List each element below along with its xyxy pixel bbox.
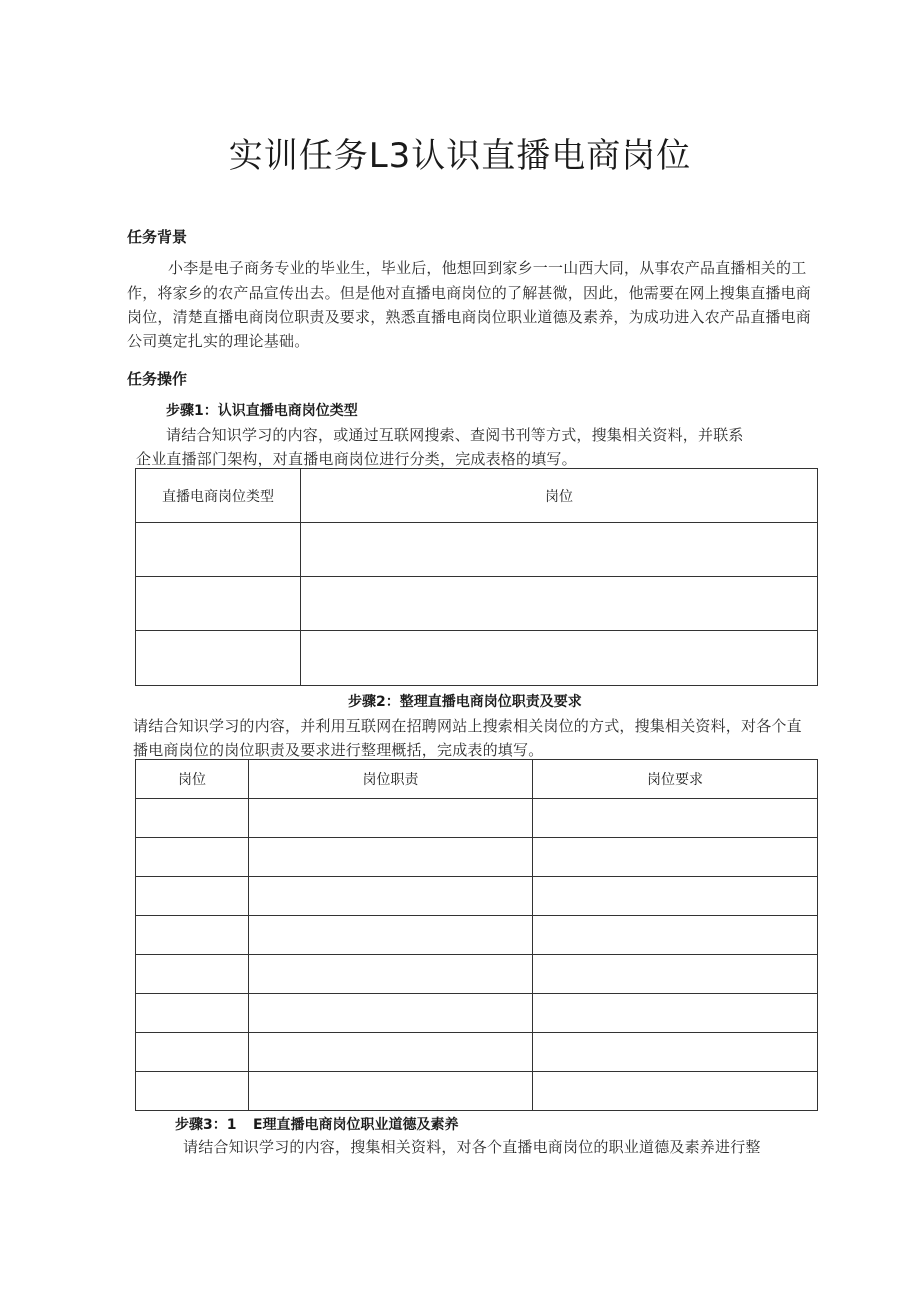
step2-title: 步骤2：整理直播电商岗位职责及要求 <box>348 694 582 710</box>
table-header-cell: 岗位 <box>301 469 818 523</box>
step2-line: 播电商岗位的岗位职责及要求进行整理概括，完成表的填写。 <box>133 741 544 759</box>
table-cell[interactable] <box>533 1072 818 1111</box>
table-cell[interactable] <box>249 838 533 877</box>
step1-title: 步骤1：认识直播电商岗位类型 <box>166 403 358 419</box>
table-header-cell: 岗位职责 <box>249 760 533 799</box>
table-row <box>136 1033 818 1072</box>
table-cell[interactable] <box>533 799 818 838</box>
background-line: 小李是电子商务专业的毕业生，毕业后，他想回到家乡一一山西大同，从事农产品直播相关的工 <box>168 259 807 277</box>
table-row <box>136 955 818 994</box>
table-row <box>136 631 818 686</box>
step3-title: 步骤3：1 E理直播电商岗位职业道德及素养 <box>175 1117 459 1133</box>
table-row <box>136 577 818 631</box>
table-cell[interactable] <box>533 838 818 877</box>
background-heading: 任务背景 <box>127 228 188 246</box>
table-cell[interactable] <box>249 877 533 916</box>
background-line: 作，将家乡的农产品宣传出去。但是他对直播电商岗位的了解甚微，因此，他需要在网上搜集直播电商 <box>127 284 812 302</box>
table-cell[interactable] <box>136 577 301 631</box>
table-cell[interactable] <box>136 523 301 577</box>
table-cell[interactable] <box>136 916 249 955</box>
table-row <box>136 877 818 916</box>
background-line: 公司奠定扎实的理论基础。 <box>127 332 310 350</box>
table-cell[interactable] <box>249 1072 533 1111</box>
table-cell[interactable] <box>301 631 818 686</box>
table-cell[interactable] <box>533 916 818 955</box>
table-cell[interactable] <box>136 1033 249 1072</box>
background-line: 岗位，清楚直播电商岗位职责及要求，熟悉直播电商岗位职业道德及素养，为成功进入农产品直播电商 <box>127 308 812 326</box>
table-header-cell: 直播电商岗位类型 <box>136 469 301 523</box>
table-cell[interactable] <box>136 631 301 686</box>
table-cell[interactable] <box>533 877 818 916</box>
step2-table <box>135 759 818 1111</box>
table-cell[interactable] <box>136 838 249 877</box>
page-title: 实训任务L3认识直播电商岗位 <box>228 136 692 176</box>
step1-table <box>135 468 818 686</box>
step2-line: 请结合知识学习的内容，并利用互联网在招聘网站上搜索相关岗位的方式，搜集相关资料，对各个直 <box>133 717 802 735</box>
table-cell[interactable] <box>136 955 249 994</box>
table-cell[interactable] <box>533 955 818 994</box>
operation-heading: 任务操作 <box>127 370 188 388</box>
table-header-row <box>136 469 818 523</box>
table-cell[interactable] <box>249 994 533 1033</box>
table-cell[interactable] <box>249 916 533 955</box>
table-cell[interactable] <box>249 799 533 838</box>
table-cell[interactable] <box>136 1072 249 1111</box>
step1-line: 企业直播部门架构，对直播电商岗位进行分类，完成表格的填写。 <box>136 450 577 468</box>
table-row <box>136 1072 818 1111</box>
table-row <box>136 523 818 577</box>
step1-line: 请结合知识学习的内容，或通过互联网搜索、查阅书刊等方式，搜集相关资料，并联系 <box>166 426 744 444</box>
table-cell[interactable] <box>249 955 533 994</box>
table-cell[interactable] <box>136 799 249 838</box>
step3-line: 请结合知识学习的内容，搜集相关资料，对各个直播电商岗位的职业道德及素养进行整 <box>183 1138 761 1156</box>
table-cell[interactable] <box>249 1033 533 1072</box>
table-cell[interactable] <box>301 577 818 631</box>
table-header-cell: 岗位要求 <box>533 760 818 799</box>
table-row <box>136 916 818 955</box>
table-cell[interactable] <box>136 994 249 1033</box>
table-header-row <box>136 760 818 799</box>
table-cell[interactable] <box>533 994 818 1033</box>
table-cell[interactable] <box>533 1033 818 1072</box>
table-header-cell: 岗位 <box>136 760 249 799</box>
table-row <box>136 799 818 838</box>
table-row <box>136 994 818 1033</box>
table-cell[interactable] <box>301 523 818 577</box>
table-cell[interactable] <box>136 877 249 916</box>
table-row <box>136 838 818 877</box>
